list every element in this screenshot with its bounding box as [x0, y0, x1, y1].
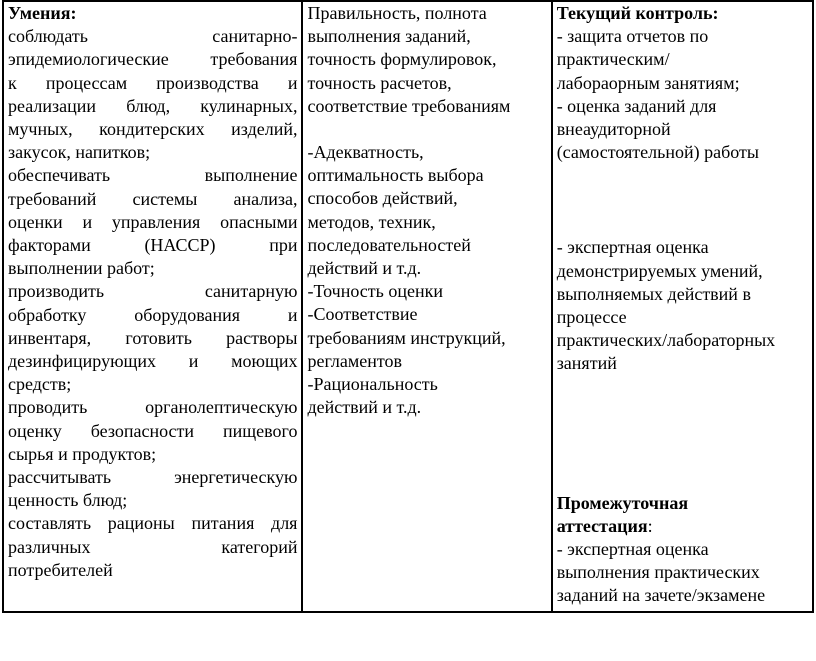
- criteria-line: точность расчетов,: [307, 72, 452, 93]
- skills-line: ценность блюд;: [8, 490, 128, 511]
- skills-line: обработку оборудования и: [8, 304, 298, 325]
- skills-line: эпидемиологические требования: [8, 49, 298, 70]
- criteria-line: -Адекватность,: [307, 142, 424, 163]
- criteria-line: -Соответствие: [307, 304, 418, 325]
- assessment-line: лабораорным занятиям;: [556, 72, 740, 93]
- criteria-line: соответствие требованиям: [307, 95, 511, 116]
- assessment-line: - защита отчетов по: [556, 26, 709, 47]
- assessment-line: - экспертная оценка: [556, 539, 709, 560]
- skills-heading: Умения:: [8, 3, 77, 23]
- skills-cell: [3, 1, 302, 612]
- assessment-line: практических/лабораторных: [556, 330, 776, 351]
- assessment-line: внеаудиторной: [556, 119, 671, 140]
- skills-line: оценки и управления опасными: [8, 211, 298, 232]
- spacer: [307, 118, 546, 141]
- criteria-line: регламентов: [307, 350, 403, 371]
- assessment-line: - экспертная оценка: [556, 237, 709, 258]
- assessment-line: (самостоятельной) работы: [556, 142, 759, 163]
- skills-line: проводить органолептическую: [8, 397, 298, 418]
- assessment-line: заданий на зачете/экзамене: [556, 585, 766, 606]
- table-row: [3, 1, 813, 612]
- skills-line: сырья и продуктов;: [8, 443, 157, 464]
- skills-line: обеспечивать выполнение: [8, 165, 298, 186]
- criteria-line: действий и т.д.: [307, 397, 422, 418]
- skills-line: средств;: [8, 374, 72, 395]
- criteria-line: -Точность оценки: [307, 281, 443, 302]
- spacer: [557, 376, 808, 492]
- assessment-line: демонстрируемых умений,: [556, 260, 763, 281]
- assessment-line: - оценка заданий для: [556, 95, 717, 116]
- criteria-line: методов, техник,: [307, 211, 436, 232]
- criteria-line: действий и т.д.: [307, 258, 422, 279]
- criteria-cell: [302, 1, 551, 612]
- spacer: [557, 164, 808, 236]
- criteria-table: [2, 0, 814, 613]
- skills-line: мучных, кондитерских изделий,: [8, 119, 298, 140]
- assessment-line: занятий: [556, 353, 617, 374]
- skills-line: различных категорий: [8, 536, 298, 557]
- skills-line: выполнении работ;: [8, 258, 155, 279]
- interim-heading-word: аттестация: [556, 515, 648, 536]
- interim-heading-colon: :: [647, 515, 653, 536]
- assessment-line: выполнения практических: [556, 562, 760, 583]
- skills-line: реализации блюд, кулинарных,: [8, 95, 298, 116]
- skills-line: дезинфицирующих и моющих: [8, 351, 298, 372]
- criteria-line: -Рациональность: [307, 374, 438, 395]
- assessment-cell: [552, 1, 813, 612]
- skills-line: факторами (НАССР) при: [8, 235, 298, 256]
- skills-line: производить санитарную: [8, 281, 298, 302]
- criteria-line: выполнения заданий,: [307, 26, 471, 47]
- assessment-line: выполняемых действий в: [556, 283, 751, 304]
- skills-line: закусок, напитков;: [8, 142, 151, 163]
- criteria-line: точность формулировок,: [307, 49, 497, 70]
- assessment-line: процессе: [556, 307, 627, 328]
- criteria-line: Правильность, полнота: [307, 3, 487, 23]
- assessment-line: практическим/: [556, 49, 670, 70]
- skills-line: рассчитывать энергетическую: [8, 467, 298, 488]
- criteria-line: требованиям инструкций,: [307, 327, 506, 348]
- skills-line: к процессам производства и: [8, 72, 298, 93]
- skills-line: потребителей: [8, 559, 113, 580]
- current-control-heading: Текущий контроль:: [556, 3, 719, 23]
- skills-line: требований системы анализа,: [8, 188, 298, 209]
- interim-heading-line: [557, 515, 808, 538]
- skills-line: соблюдать санитарно-: [8, 26, 298, 47]
- skills-line: составлять рационы питания для: [8, 513, 298, 534]
- interim-heading: Промежуточная: [556, 492, 689, 513]
- skills-line: оценку безопасности пищевого: [8, 420, 298, 441]
- criteria-line: оптимальность выбора: [307, 165, 484, 186]
- criteria-line: способов действий,: [307, 188, 458, 209]
- criteria-line: последовательностей: [307, 234, 471, 255]
- skills-line: инвентаря, готовить растворы: [8, 327, 298, 348]
